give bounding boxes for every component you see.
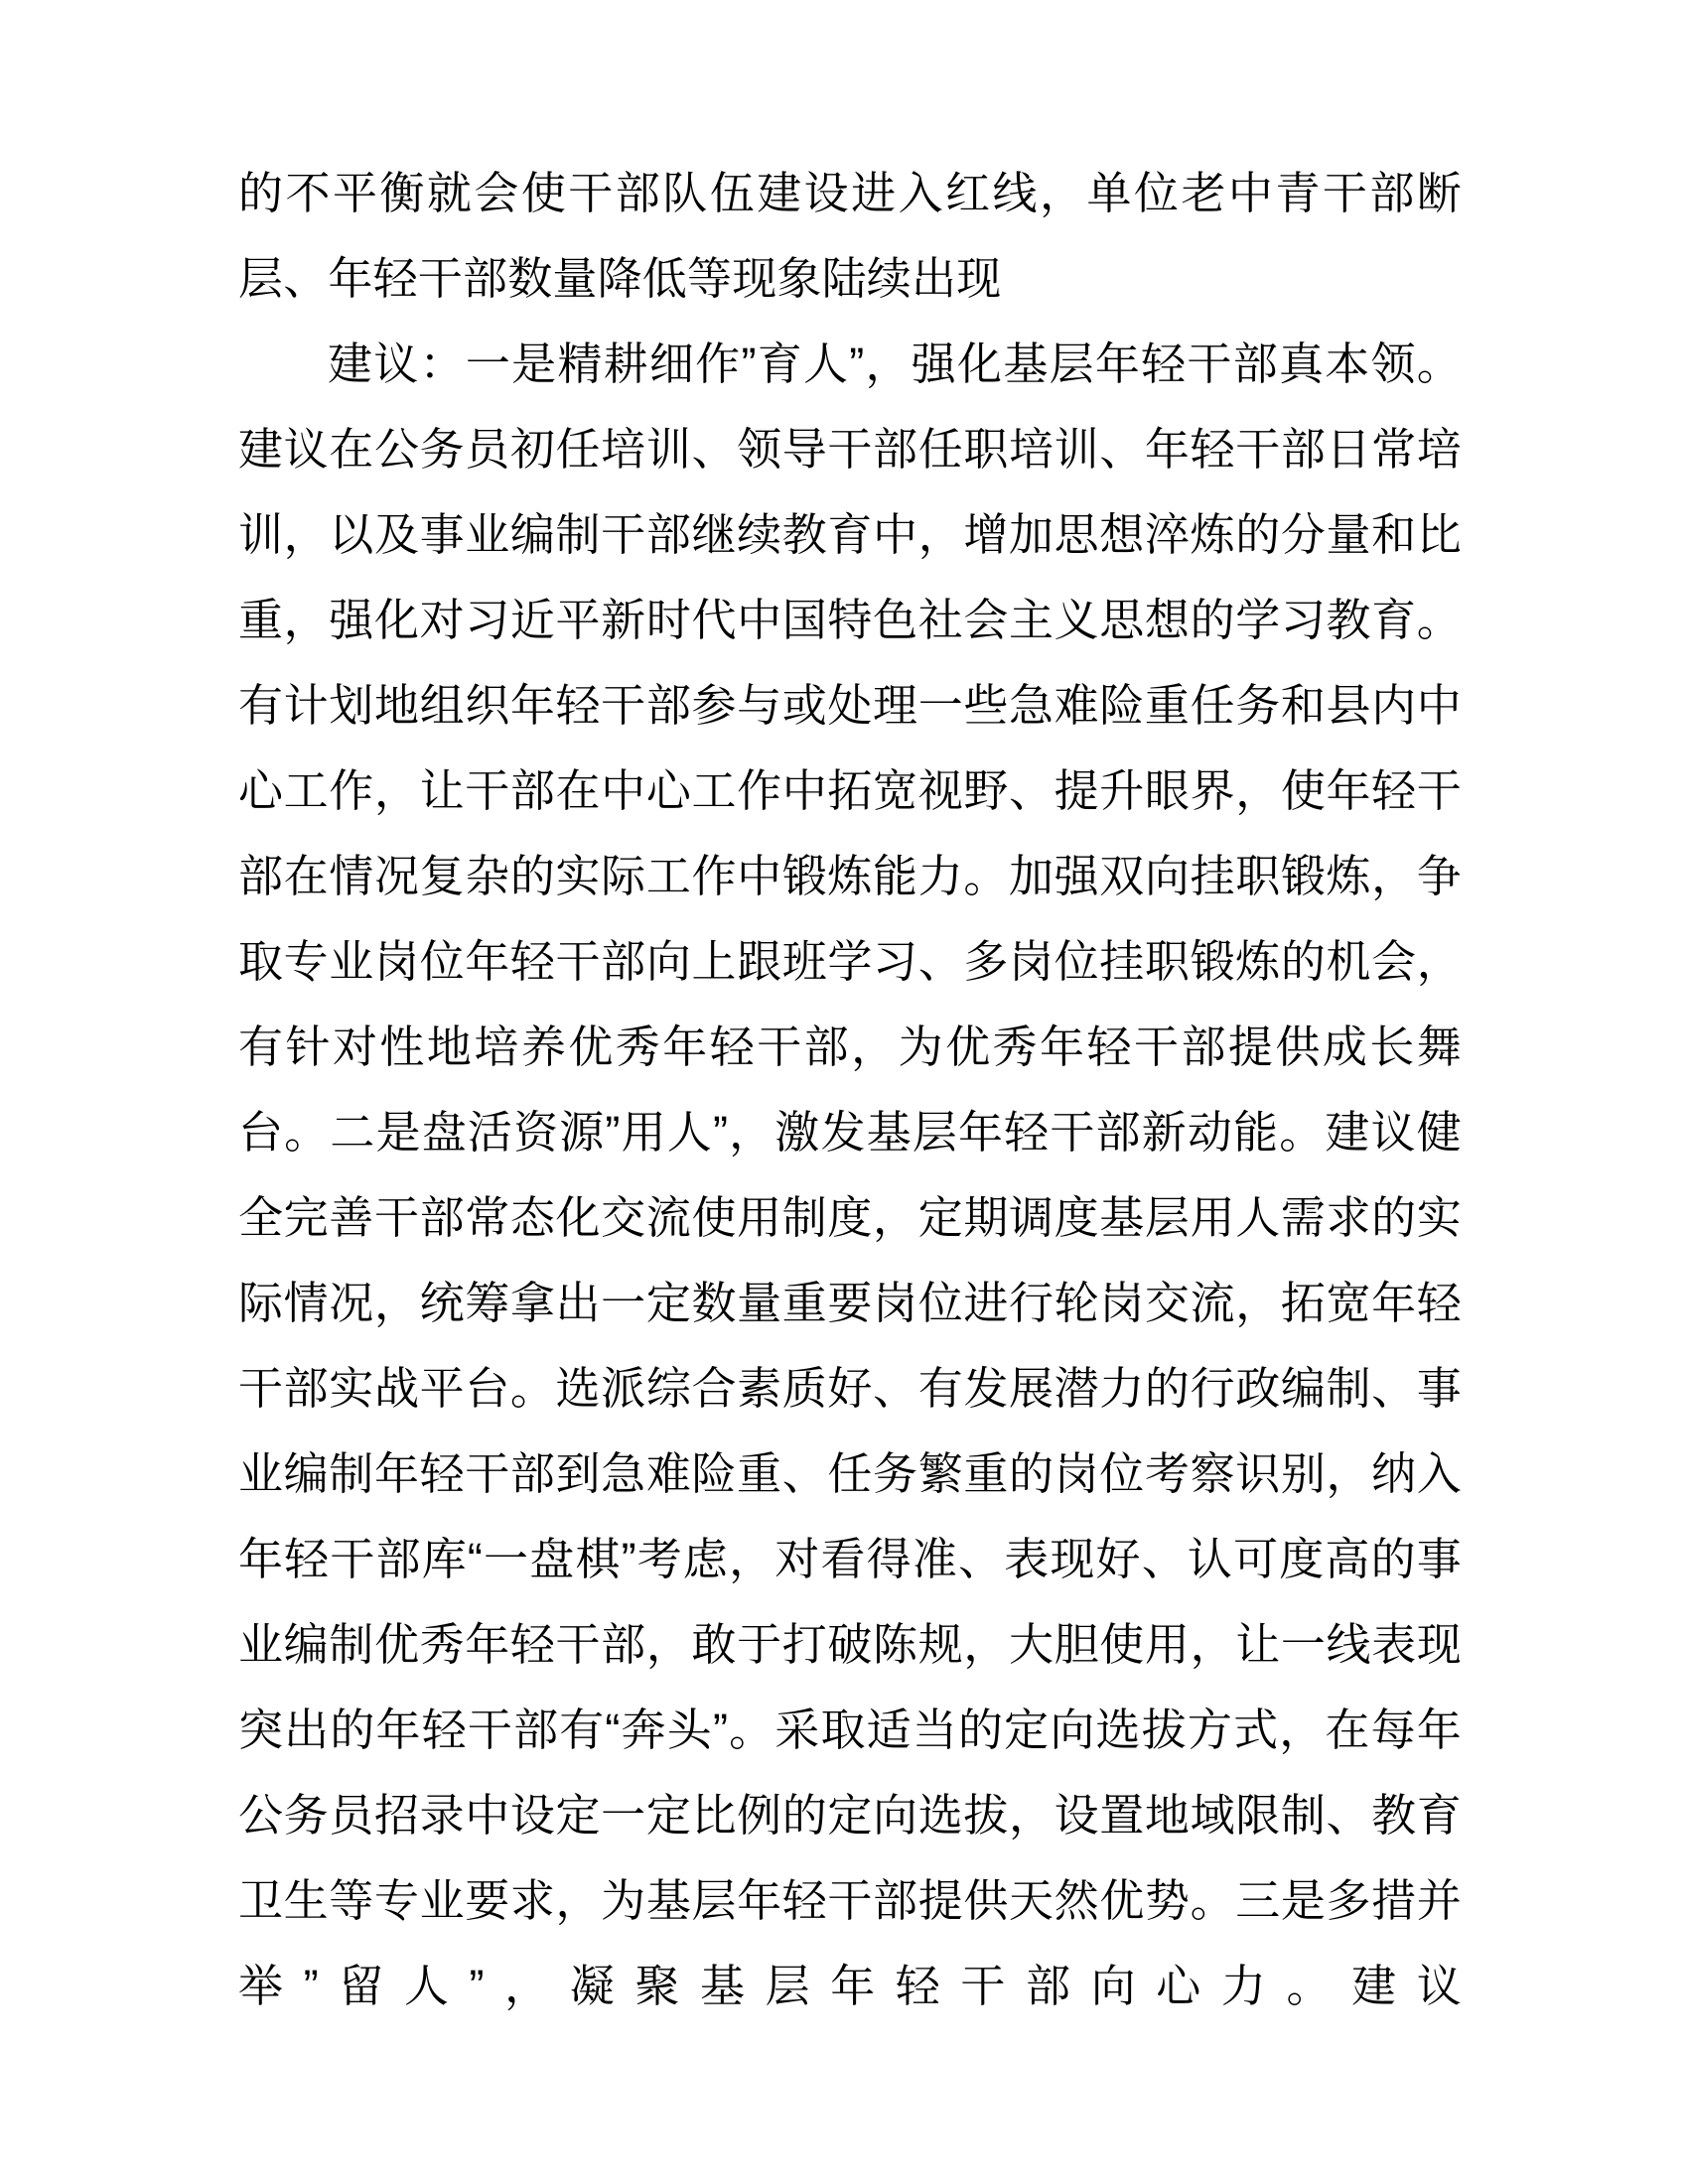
paragraph-suggestions: 建议：一是精耕细作”育人”，强化基层年轻干部真本领。建议在公务员初任培训、领导干部任职培训、年轻干部日常培训，以及事业编制干部继续教育中，增加思想淬炼的分量和比重，强化对习近平新时代中国特色社会主义思想的学习教育。有计划地组织年轻干部参与或处理一些急难险重任务和县内中心工作，让干部在中心工作中拓宽视野、提升眼界，使年轻干部在情况复杂的实际工作中锻炼能力。加强双向挂职锻炼，争取专业岗位年轻干部向上跟班学习、多岗位挂职锻炼的机会，有针对性地培养优秀年轻干部，为优秀年轻干部提供成长舞台。二是盘活资源”用人”，激发基层年轻干部新动能。建议健全完善干部常态化交流使用制度，定期调度基层用人需求的实际情况，统筹拿出一定数量重要岗位进行轮岗交流，拓宽年轻干部实战平台。选派综合素质好、有发展潜力的行政编制、事业编制年轻干部到急难险重、任务繁重的岗位考察识别，纳入年轻干部库“一盘棋”考虑，对看得准、表现好、认可度高的事业编制优秀年轻干部，敢于打破陈规，大胆使用，让一线表现突出的年轻干部有“奔头”。采取适当的定向选拔方式，在每年公务员招录中设定一定比例的定向选拔，设置地域限制、教育卫生等专业要求，为基层年轻干部提供天然优势。三是多措并举”留人”，凝聚基层年轻干部向心力。建议 (238, 339, 1462, 2011)
paragraph-continuation: 的不平衡就会使干部队伍建设进入红线，单位老中青干部断层、年轻干部数量降低等现象陆续出现 (238, 168, 1462, 304)
document-text-body (238, 151, 1462, 2115)
